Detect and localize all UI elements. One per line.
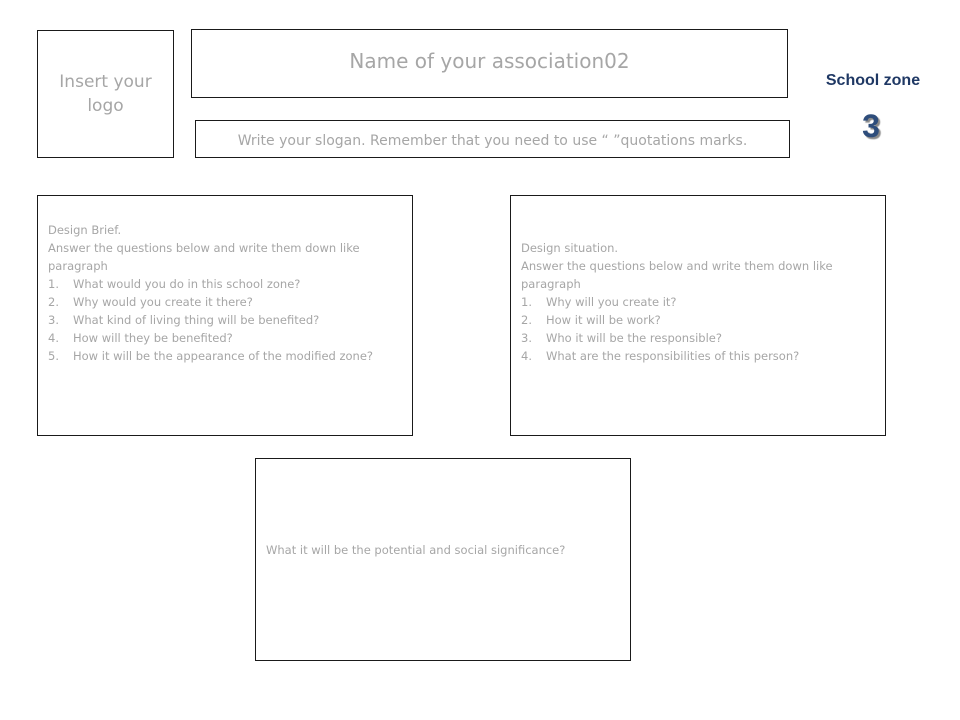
design-situation-questions bbox=[521, 293, 877, 365]
list-item: 2. Why would you create it there? bbox=[48, 295, 253, 309]
design-situation-content bbox=[521, 239, 877, 365]
logo-placeholder-text: Insert your logo bbox=[59, 72, 152, 116]
list-item: 2. How it will be work? bbox=[521, 313, 661, 327]
list-item: 4. What are the responsibilities of this person? bbox=[521, 349, 800, 363]
slogan-box[interactable] bbox=[195, 120, 790, 158]
list-item: 3. What kind of living thing will be benefited? bbox=[48, 313, 320, 327]
list-item: 1. What would you do in this school zone? bbox=[48, 277, 301, 291]
list-item: 1. Why will you create it? bbox=[521, 295, 677, 309]
design-brief-panel[interactable] bbox=[37, 195, 413, 436]
school-zone-number: 3 bbox=[862, 108, 880, 144]
design-situation-panel[interactable] bbox=[510, 195, 886, 436]
list-item: 4. How will they be benefited? bbox=[48, 331, 233, 345]
design-brief-questions bbox=[48, 275, 404, 365]
significance-text: What it will be the potential and social significance? bbox=[266, 543, 566, 557]
slogan-text: Write your slogan. Remember that you need to use “ ”quotations marks. bbox=[237, 132, 748, 149]
design-situation-title: Design situation. bbox=[521, 241, 619, 255]
design-brief-instruction: Answer the questions below and write them down like paragraph bbox=[48, 241, 360, 273]
design-brief-content bbox=[48, 221, 404, 365]
association-name-text: Name of your association02 bbox=[349, 48, 630, 73]
school-zone-label: School zone bbox=[825, 72, 921, 89]
list-item: 5. How it will be the appearance of the modified zone? bbox=[48, 349, 374, 363]
design-situation-instruction: Answer the questions below and write them down like paragraph bbox=[521, 259, 833, 291]
association-name-box[interactable] bbox=[191, 29, 788, 98]
list-item: 3. Who it will be the responsible? bbox=[521, 331, 722, 345]
logo-placeholder[interactable] bbox=[37, 30, 174, 158]
significance-panel[interactable] bbox=[255, 458, 631, 661]
design-brief-title: Design Brief. bbox=[48, 223, 122, 237]
